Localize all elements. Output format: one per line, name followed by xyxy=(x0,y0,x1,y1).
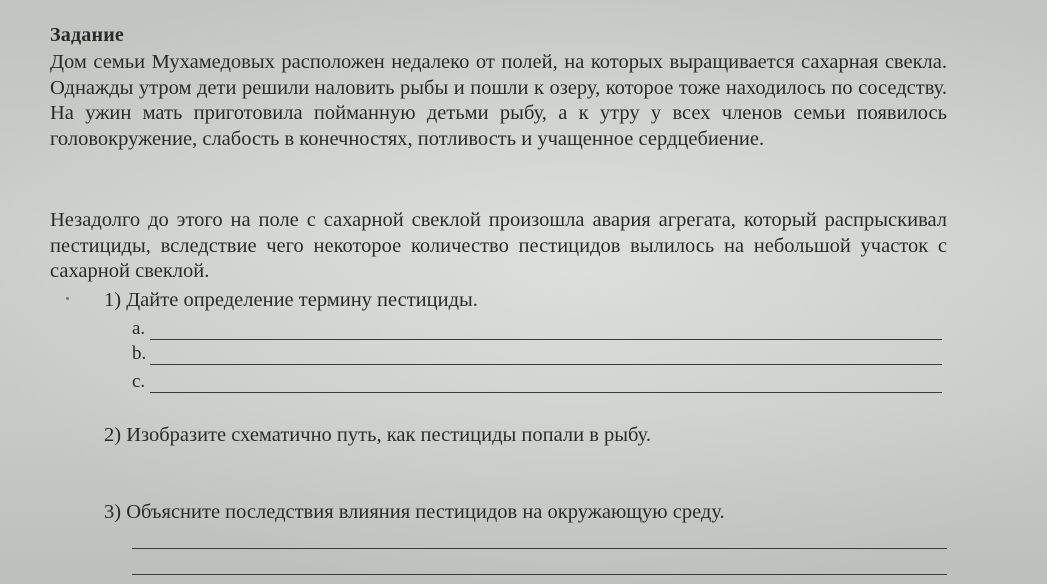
task-title: Задание xyxy=(50,24,124,46)
answer-label-c: c. xyxy=(132,371,146,392)
scenario-paragraph-2: Незадолго до этого на поле с сахарной свеклой произошла авария агрегата, который распрыскивал пестициды, вследствие чего некоторое количество пестицидов вылилось на небольшой участок с сахарной свеклой. xyxy=(50,209,947,282)
stray-mark xyxy=(66,297,69,300)
answer-line-c[interactable] xyxy=(132,371,942,393)
answer-blank-3-line-2[interactable] xyxy=(132,574,947,575)
answer-line-a[interactable] xyxy=(132,318,942,340)
question-2: 2) Изобразите схематично путь, как пестициды попали в рыбу. xyxy=(104,424,652,446)
answer-blank-3-line-1[interactable] xyxy=(132,548,947,549)
answer-line-b[interactable] xyxy=(132,343,942,365)
answer-label-a: a. xyxy=(132,318,146,339)
answer-label-b: b. xyxy=(132,343,147,364)
question-3: 3) Объясните последствия влияния пестицидов на окружающую среду. xyxy=(104,501,725,523)
answer-blank-a[interactable] xyxy=(150,321,942,340)
answer-blank-c[interactable] xyxy=(150,374,942,393)
question-1: 1) Дайте определение термину пестициды. xyxy=(104,289,478,311)
answer-blank-b[interactable] xyxy=(150,346,942,365)
scenario-paragraph-1: Дом семьи Мухамедовых расположен недалеко от полей, на которых выращивается сахарная свекла. Однажды утром дети решили наловить рыбы и пошли к озеру, которое тоже находилось по соседству. На ужин мать приготовила пойманную детьми рыбу, а к утру у всех членов семьи появилось головокружение, слабость в конечностях, потливость и учащенное сердцебиение. xyxy=(50,51,947,150)
